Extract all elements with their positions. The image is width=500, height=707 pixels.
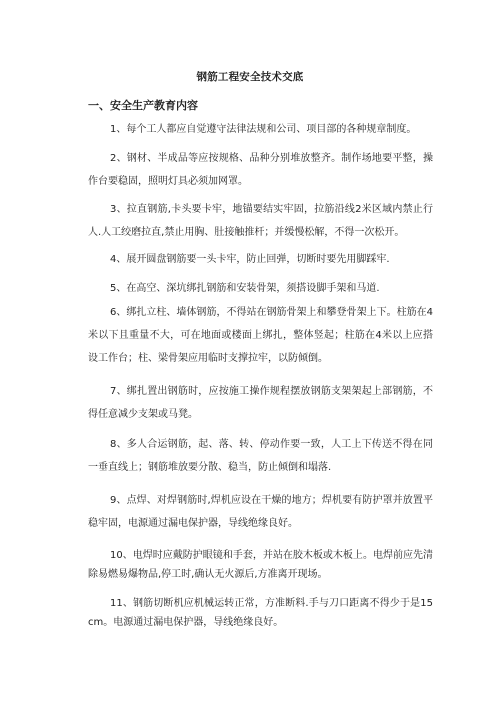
paragraph-3: 3、拉直钢筋,卡头要卡牢，地锚要结实牢固，拉筋沿线2米区域内禁止行人.人工绞磨拉直,禁止用胸、肚接触推杆；并缓慢松解，不得一次松开。 [88, 204, 433, 238]
paragraph-6: 6、绑扎立柱、墙体钢筋，不得站在钢筋骨架上和攀登骨架上下。柱筋在4米以下且重量不大，可在地面或楼面上绑扎，整体竖起；柱筋在4米以上应搭设工作台；柱、梁骨架应用临时支撑拉牢，以防倾倒。 [88, 307, 433, 364]
paragraph-9: 9、点焊、对焊钢筋时,焊机应设在干燥的地方；焊机要有防护罩并放置平稳牢固，电源通过漏电保护器，导线绝缘良好。 [88, 495, 433, 529]
paragraph-1: 1、每个工人都应自觉遵守法律法规和公司、项目部的各种规章制度。 [110, 124, 417, 135]
paragraph-11: 11、钢筋切断机应机械运转正常，方准断料.手与刀口距离不得少于是15cm。电源通过漏电保护器，导线绝缘良好。 [88, 598, 433, 628]
paragraph-7: 7、绑扎置出钢筋时，应按施工操作规程摆放钢筋支架架起上部钢筋，不得任意减少支架或马凳。 [88, 386, 433, 420]
section-heading: 一、安全生产教育内容 [88, 99, 198, 112]
paragraph-8: 8、多人合运钢筋，起、落、转、停动作要一致，人工上下传送不得在同一垂直线上；钢筋堆放要分散、稳当，防止倾倒和塌落. [88, 439, 433, 473]
paragraph-5: 5、在高空、深坑绑扎钢筋和安装骨架，须搭设脚手架和马道. [110, 283, 380, 294]
paragraph-2: 2、钢材、半成品等应按规格、品种分别堆放整齐。制作场地要平整，操作台要稳固，照明灯具必须加网罩。 [88, 153, 433, 187]
paragraph-10: 10、电焊时应戴防护眼镜和手套，并站在胶木板或木板上。电焊前应先清除易燃易爆物品,停工时,确认无火源后,方准离开现场。 [88, 550, 433, 580]
paragraph-4: 4、展开圆盘钢筋要一头卡牢，防止回弹，切断时要先用脚踩牢. [110, 254, 390, 265]
document-title: 钢筋工程安全技术交底 [196, 71, 304, 83]
